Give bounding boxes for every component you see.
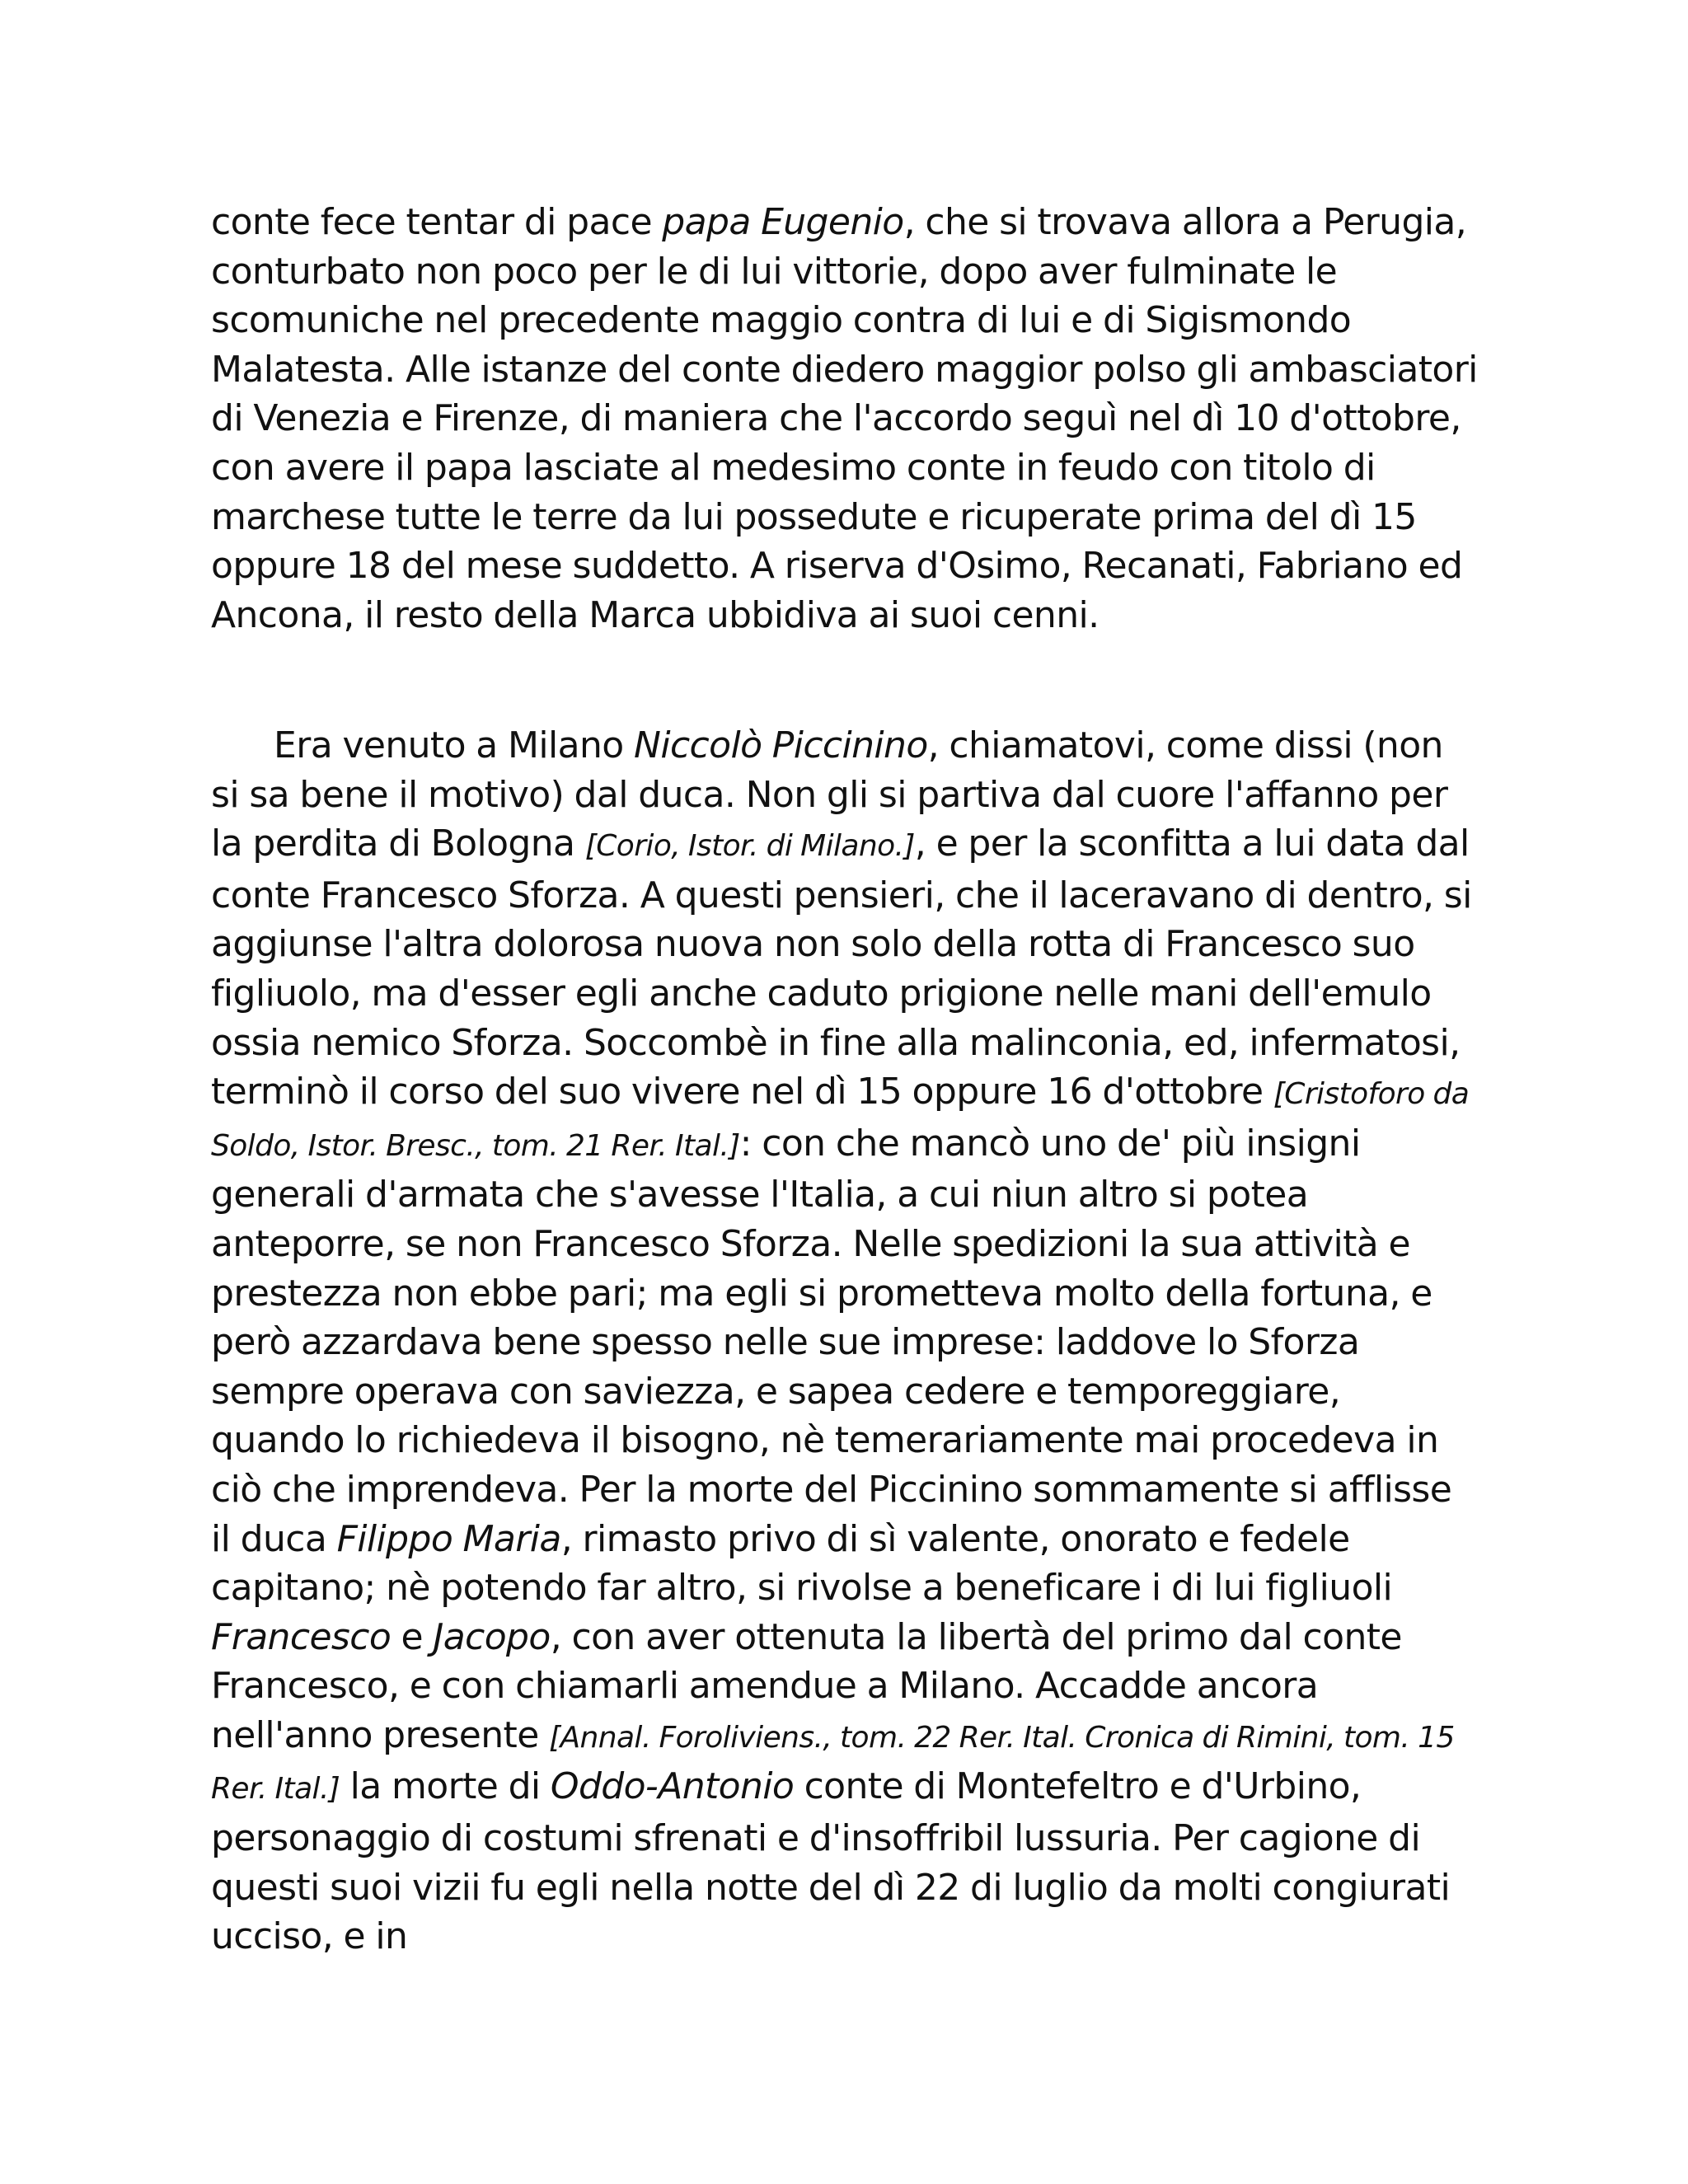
text-run: , con aver ottenuta la libertà del primo dal conte Francesco, e con chiamarli amendue a Milano. Accadde ancora nell'anno presente — [211, 1615, 1402, 1756]
person-name: Oddo-Antonio — [550, 1765, 795, 1808]
text-run: la morte di — [340, 1765, 551, 1808]
citation: [Cristoforo da Soldo, Istor. Bresc., tom. 21 Rer. Ital.] — [211, 1077, 1470, 1163]
citation: [Corio, Istor. di Milano.] — [584, 829, 915, 864]
paragraph-1 — [211, 198, 1480, 640]
text-run: , chiamatovi, come dissi (non si sa bene il motivo) dal duca. Non gli si partiva dal cuore l'affanno per la perdita di Bologna — [211, 724, 1448, 865]
text-run: conte fece tentar di pace — [211, 201, 663, 243]
text-run: , e per la sconfitta a lui data dal conte Francesco Sforza. A questi pensieri, che il laceravano di dentro, si aggiunse l'altra dolorosa nuova non solo della rotta di Francesco suo figliuolo, ma d'esser egli anche caduto prigione nelle mani dell'emulo ossia nemico Sforza. Soccombè in fine alla malinconia, ed, infermatosi, terminò il corso del suo vivere nel dì 15 oppure 16 d'ottobre — [211, 823, 1472, 1113]
text-run: conte di Montefeltro e d'Urbino, personaggio di costumi sfrenati e d'insoffribil lussuria. Per cagione di questi suoi vizii fu egli nella notte del dì 22 di luglio da molti congiurati ucciso, e in — [211, 1765, 1451, 1958]
text-run: Era venuto a Milano — [274, 724, 634, 766]
person-name: papa Eugenio — [662, 201, 904, 243]
text-run: e — [391, 1615, 434, 1658]
text-run: : con che mancò uno de' più insigni generali d'armata che s'avesse l'Italia, a cui niun altro si potea anteporre, se non Francesco Sforza. Nelle spedizioni la sua attività e prestezza non ebbe pari; ma egli si prometteva molto della fortuna, e però azzardava bene spesso nelle sue imprese: laddove lo Sforza sempre operava con saviezza, e sapea cedere e temporeggiare, quando lo richiedeva il bisogno, nè temerariamente mai procedeva in ciò che imprendeva. Per la morte del Piccinino sommamente si afflisse il duca — [211, 1122, 1452, 1560]
citation: [Annal. Foroliviens., tom. 22 Rer. Ital. Cronica di Rimini, tom. 15 Rer. Ital.] — [211, 1720, 1455, 1807]
person-name: Niccolò Piccinino — [634, 724, 928, 766]
person-name: Jacopo — [433, 1615, 551, 1658]
person-name: Francesco — [211, 1615, 392, 1658]
person-name: Filippo Maria — [336, 1517, 561, 1560]
text-run: , che si trovava allora a Perugia, conturbato non poco per le di lui vittorie, dopo aver fulminate le scomuniche nel precedente maggio contra di lui e di Sigismondo Malatesta. Alle istanze del conte diedero maggior polso gli ambasciatori di Venezia e Firenze, di maniera che l'accordo seguì nel dì 10 d'ottobre, con avere il papa lasciate al medesimo conte in feudo con titolo di marchese tutte le terre da lui possedute e ricuperate prima del dì 15 oppure 18 del mese suddetto. A riserva d'Osimo, Recanati, Fabriano ed Ancona, il resto della Marca ubbidiva ai suoi cenni. — [211, 201, 1478, 636]
paragraph-2 — [211, 721, 1480, 1961]
text-run: , rimasto privo di sì valente, onorato e fedele capitano; nè potendo far altro, si rivolse a beneficare i di lui figliuoli — [211, 1517, 1393, 1610]
